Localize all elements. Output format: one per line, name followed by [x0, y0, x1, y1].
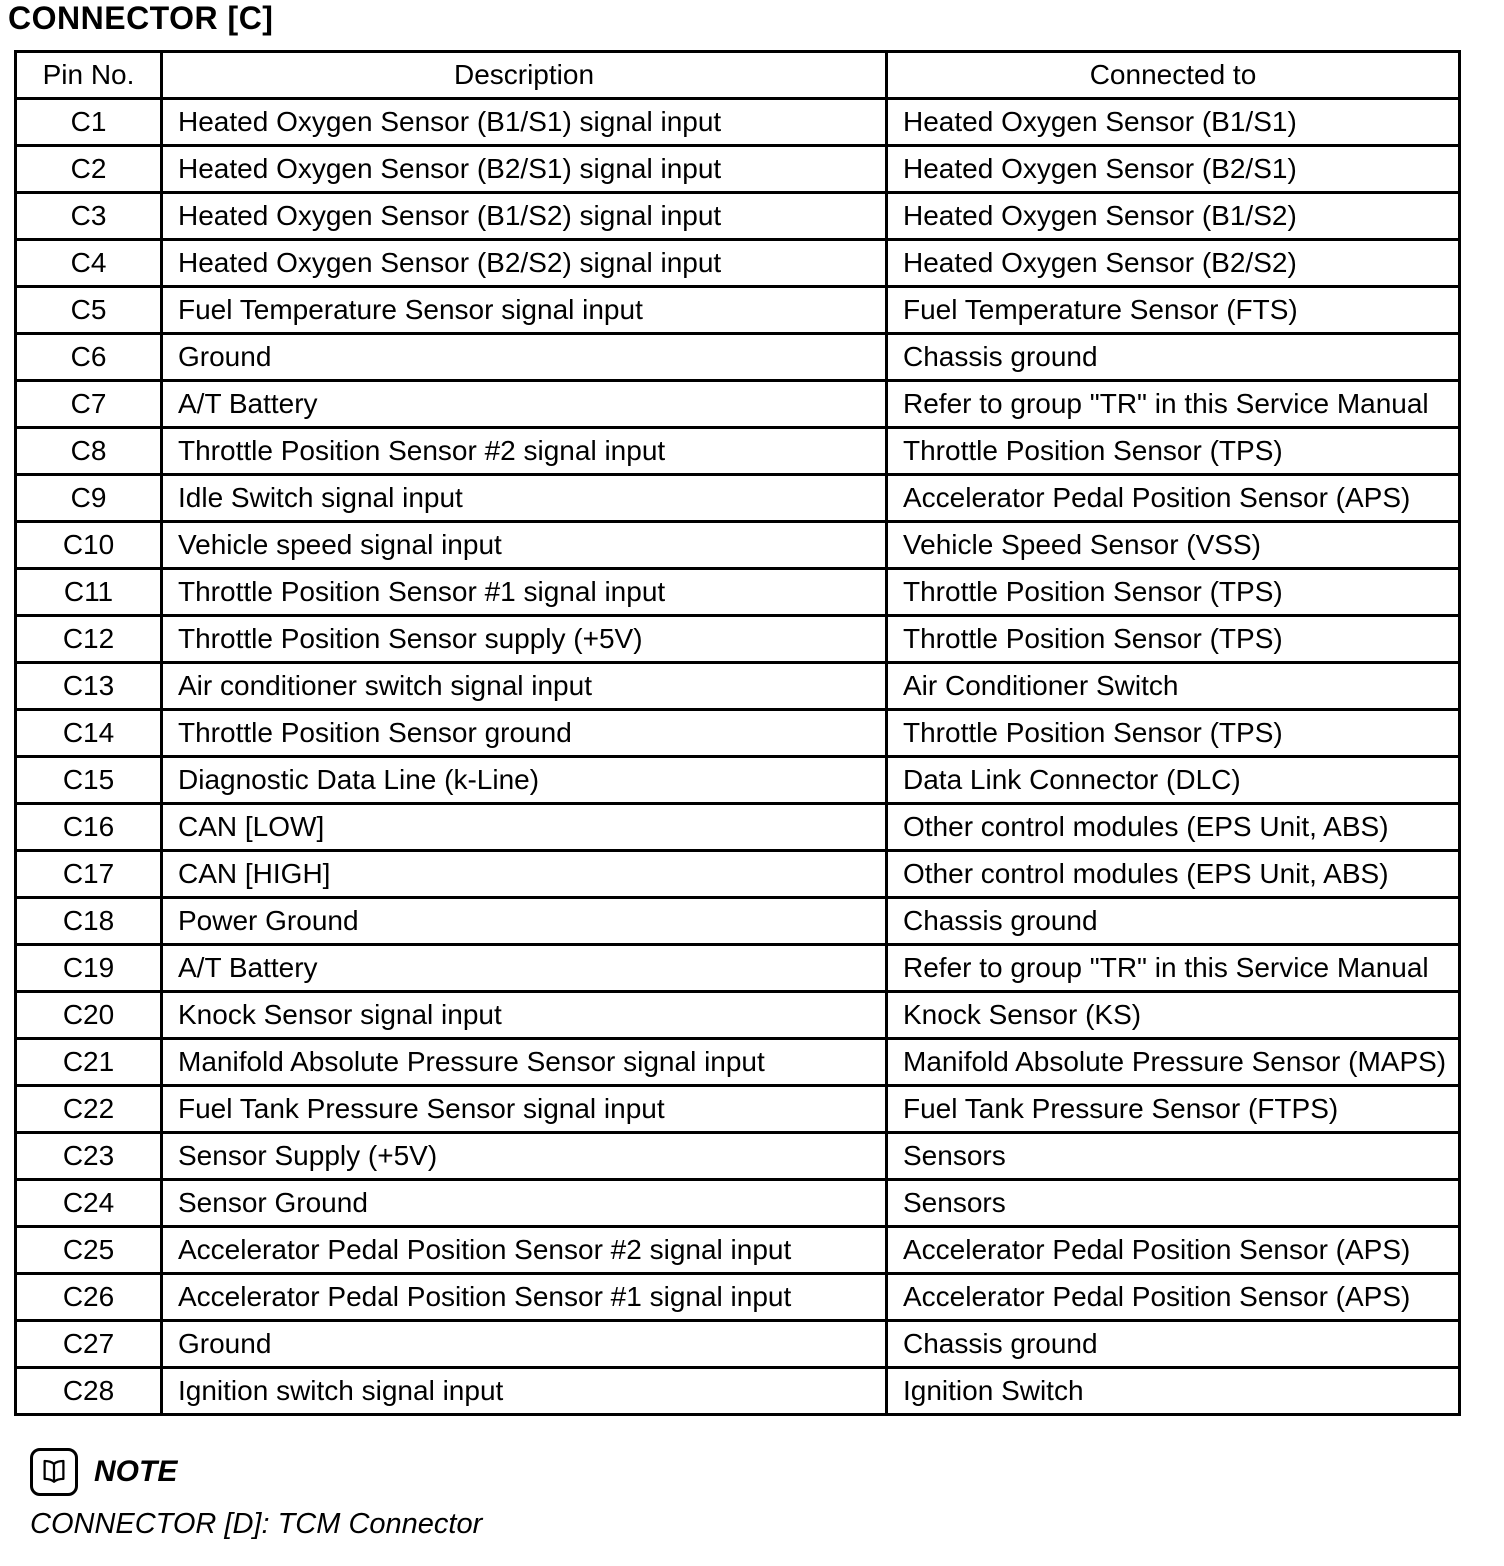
pin-no-cell: C4 [16, 240, 162, 287]
description-cell: Idle Switch signal input [162, 475, 887, 522]
table-row [16, 1321, 1460, 1368]
connected-to-cell: Heated Oxygen Sensor (B1/S2) [887, 193, 1460, 240]
connected-to-cell: Throttle Position Sensor (TPS) [887, 569, 1460, 616]
table-row [16, 945, 1460, 992]
table-row [16, 851, 1460, 898]
open-book-icon [30, 1448, 78, 1496]
description-cell: Fuel Tank Pressure Sensor signal input [162, 1086, 887, 1133]
pin-no-cell: C15 [16, 757, 162, 804]
description-cell: Knock Sensor signal input [162, 992, 887, 1039]
pin-no-cell: C14 [16, 710, 162, 757]
description-cell: Ground [162, 1321, 887, 1368]
pin-no-cell: C28 [16, 1368, 162, 1415]
description-cell: Heated Oxygen Sensor (B1/S2) signal input [162, 193, 887, 240]
connected-to-cell: Accelerator Pedal Position Sensor (APS) [887, 475, 1460, 522]
description-cell: Diagnostic Data Line (k-Line) [162, 757, 887, 804]
description-cell: Throttle Position Sensor ground [162, 710, 887, 757]
header-connected-to: Connected to [887, 52, 1460, 99]
table-body [16, 99, 1460, 1415]
table-row [16, 804, 1460, 851]
connected-to-cell: Air Conditioner Switch [887, 663, 1460, 710]
table-row [16, 522, 1460, 569]
table-row [16, 99, 1460, 146]
header-pin-no: Pin No. [16, 52, 162, 99]
connected-to-cell: Throttle Position Sensor (TPS) [887, 710, 1460, 757]
pin-no-cell: C26 [16, 1274, 162, 1321]
connected-to-cell: Throttle Position Sensor (TPS) [887, 616, 1460, 663]
pin-no-cell: C6 [16, 334, 162, 381]
description-cell: Ground [162, 334, 887, 381]
connected-to-cell: Chassis ground [887, 898, 1460, 945]
description-cell: Power Ground [162, 898, 887, 945]
connected-to-cell: Chassis ground [887, 1321, 1460, 1368]
table-row [16, 1133, 1460, 1180]
connected-to-cell: Other control modules (EPS Unit, ABS) [887, 851, 1460, 898]
pin-no-cell: C19 [16, 945, 162, 992]
pin-no-cell: C23 [16, 1133, 162, 1180]
description-cell: Throttle Position Sensor supply (+5V) [162, 616, 887, 663]
connected-to-cell: Chassis ground [887, 334, 1460, 381]
description-cell: Heated Oxygen Sensor (B2/S1) signal input [162, 146, 887, 193]
description-cell: Ignition switch signal input [162, 1368, 887, 1415]
connected-to-cell: Fuel Tank Pressure Sensor (FTPS) [887, 1086, 1460, 1133]
pin-no-cell: C9 [16, 475, 162, 522]
table-row [16, 616, 1460, 663]
table-row [16, 1180, 1460, 1227]
description-cell: Manifold Absolute Pressure Sensor signal input [162, 1039, 887, 1086]
connected-to-cell: Refer to group "TR" in this Service Manual [887, 381, 1460, 428]
connector-pin-table [14, 50, 1461, 1416]
pin-no-cell: C22 [16, 1086, 162, 1133]
description-cell: Air conditioner switch signal input [162, 663, 887, 710]
note-label: NOTE [94, 1455, 178, 1488]
connected-to-cell: Heated Oxygen Sensor (B2/S1) [887, 146, 1460, 193]
description-cell: Sensor Supply (+5V) [162, 1133, 887, 1180]
description-cell: Throttle Position Sensor #1 signal input [162, 569, 887, 616]
connected-to-cell: Sensors [887, 1133, 1460, 1180]
pin-no-cell: C7 [16, 381, 162, 428]
pin-no-cell: C3 [16, 193, 162, 240]
pin-no-cell: C18 [16, 898, 162, 945]
pin-no-cell: C21 [16, 1039, 162, 1086]
description-cell: CAN [LOW] [162, 804, 887, 851]
table-row [16, 757, 1460, 804]
connected-to-cell: Throttle Position Sensor (TPS) [887, 428, 1460, 475]
pin-no-cell: C8 [16, 428, 162, 475]
pin-no-cell: C5 [16, 287, 162, 334]
description-cell: A/T Battery [162, 945, 887, 992]
table-row [16, 663, 1460, 710]
table-row [16, 710, 1460, 757]
table-row [16, 428, 1460, 475]
pin-no-cell: C16 [16, 804, 162, 851]
pin-no-cell: C12 [16, 616, 162, 663]
table-row [16, 1227, 1460, 1274]
table-row [16, 1086, 1460, 1133]
connected-to-cell: Manifold Absolute Pressure Sensor (MAPS) [887, 1039, 1460, 1086]
table-header [16, 52, 1460, 99]
table-row [16, 475, 1460, 522]
description-cell: A/T Battery [162, 381, 887, 428]
pin-no-cell: C10 [16, 522, 162, 569]
description-cell: Vehicle speed signal input [162, 522, 887, 569]
connected-to-cell: Other control modules (EPS Unit, ABS) [887, 804, 1460, 851]
connected-to-cell: Fuel Temperature Sensor (FTS) [887, 287, 1460, 334]
pin-no-cell: C17 [16, 851, 162, 898]
table-row [16, 898, 1460, 945]
table-row [16, 1274, 1460, 1321]
pin-no-cell: C24 [16, 1180, 162, 1227]
table-row [16, 992, 1460, 1039]
description-cell: Heated Oxygen Sensor (B1/S1) signal input [162, 99, 887, 146]
connected-to-cell: Knock Sensor (KS) [887, 992, 1460, 1039]
description-cell: Sensor Ground [162, 1180, 887, 1227]
table-row [16, 569, 1460, 616]
connected-to-cell: Heated Oxygen Sensor (B1/S1) [887, 99, 1460, 146]
description-cell: Accelerator Pedal Position Sensor #2 signal input [162, 1227, 887, 1274]
table-row [16, 1368, 1460, 1415]
description-cell: Heated Oxygen Sensor (B2/S2) signal input [162, 240, 887, 287]
connected-to-cell: Sensors [887, 1180, 1460, 1227]
connected-to-cell: Vehicle Speed Sensor (VSS) [887, 522, 1460, 569]
note-header [30, 1448, 177, 1496]
description-cell: Accelerator Pedal Position Sensor #1 signal input [162, 1274, 887, 1321]
table-header-row [16, 52, 1460, 99]
description-cell: Fuel Temperature Sensor signal input [162, 287, 887, 334]
pin-no-cell: C13 [16, 663, 162, 710]
header-description: Description [162, 52, 887, 99]
table-row [16, 334, 1460, 381]
table-row [16, 1039, 1460, 1086]
connected-to-cell: Refer to group "TR" in this Service Manual [887, 945, 1460, 992]
table-row [16, 287, 1460, 334]
table-row [16, 381, 1460, 428]
pin-no-cell: C20 [16, 992, 162, 1039]
description-cell: Throttle Position Sensor #2 signal input [162, 428, 887, 475]
pin-no-cell: C2 [16, 146, 162, 193]
pin-no-cell: C11 [16, 569, 162, 616]
connected-to-cell: Accelerator Pedal Position Sensor (APS) [887, 1227, 1460, 1274]
connected-to-cell: Ignition Switch [887, 1368, 1460, 1415]
pin-no-cell: C1 [16, 99, 162, 146]
connected-to-cell: Heated Oxygen Sensor (B2/S2) [887, 240, 1460, 287]
pin-no-cell: C25 [16, 1227, 162, 1274]
description-cell: CAN [HIGH] [162, 851, 887, 898]
pin-no-cell: C27 [16, 1321, 162, 1368]
connected-to-cell: Data Link Connector (DLC) [887, 757, 1460, 804]
table-row [16, 146, 1460, 193]
note-text: CONNECTOR [D]: TCM Connector [30, 1508, 483, 1540]
table-row [16, 193, 1460, 240]
table-row [16, 240, 1460, 287]
connected-to-cell: Accelerator Pedal Position Sensor (APS) [887, 1274, 1460, 1321]
page-title: CONNECTOR [C] [8, 0, 274, 36]
